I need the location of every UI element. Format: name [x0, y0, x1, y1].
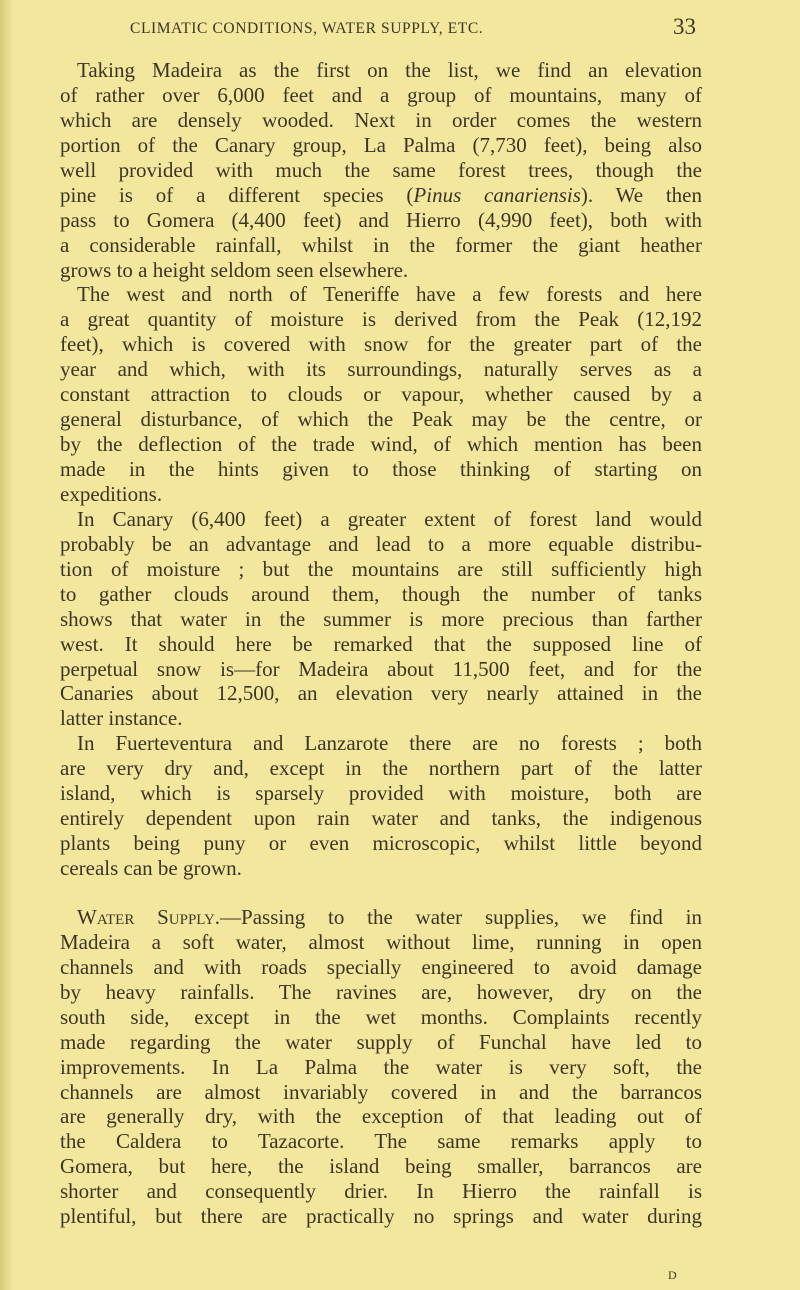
page-header	[0, 14, 800, 44]
paragraph	[60, 58, 702, 282]
paragraph	[60, 282, 702, 506]
text-line: feet), which is covered with snow for the greater part of the	[60, 332, 702, 357]
text-line: cereals can be grown.	[60, 856, 242, 880]
text-line: channels and with roads specially engineered to avoid damage	[60, 954, 702, 979]
text-run: ). We then	[580, 182, 702, 207]
paragraph	[60, 905, 702, 1229]
paragraph-gap	[60, 881, 702, 905]
paragraph	[60, 731, 702, 881]
text-line: perpetual snow is—for Madeira about 11,500 feet, and for the	[60, 656, 702, 681]
text-line: Gomera, but here, the island being smaller, barrancos are	[60, 1154, 702, 1179]
text-line: entirely dependent upon rain water and tanks, the indigenous	[60, 806, 702, 831]
text-run: pine is of a different species (	[60, 182, 414, 207]
text-line: general disturbance, of which the Peak may be the centre, or	[60, 407, 702, 432]
page-gutter-shadow	[0, 0, 14, 1290]
text-line: a great quantity of moisture is derived from the Peak (12,192	[60, 307, 702, 332]
text-line: shows that water in the summer is more precious than farther	[60, 606, 702, 631]
text-line: a considerable rainfall, whilst in the former the giant heather	[60, 232, 702, 257]
text-line: are generally dry, with the exception of that leading out of	[60, 1104, 702, 1129]
text-line: latter instance.	[60, 706, 183, 731]
text-line: Madeira a soft water, almost without lime, running in open	[60, 929, 702, 954]
text-line: are very dry and, except in the northern part of the latter	[60, 756, 702, 781]
running-head: CLIMATIC CONDITIONS, WATER SUPPLY, ETC.	[130, 20, 484, 37]
text-line: Taking Madeira as the first on the list, we find an elevation	[77, 58, 702, 82]
text-line: by heavy rainfalls. The ravines are, however, dry on the	[60, 979, 702, 1004]
text-line: of rather over 6,000 feet and a group of mountains, many of	[60, 82, 702, 107]
text-line: island, which is sparsely provided with moisture, both are	[60, 781, 702, 806]
paragraph	[60, 507, 702, 731]
text-line: south side, except in the wet months. Complaints recently	[60, 1004, 702, 1029]
text-line: by the deflection of the trade wind, of which mention has been	[60, 432, 702, 457]
text-line: probably be an advantage and lead to a more equable distribu-	[60, 531, 702, 556]
text-line: made in the hints given to those thinking of starting on	[60, 457, 702, 481]
text-line: channels are almost invariably covered in and the barrancos	[60, 1079, 702, 1104]
text-line: Canaries about 12,500, an elevation very nearly attained in the	[60, 681, 702, 706]
section-heading: Water Supply.	[77, 904, 221, 929]
text-line: well provided with much the same forest trees, though the	[60, 157, 702, 182]
text-line: improvements. In La Palma the water is very soft, the	[60, 1054, 702, 1079]
text-line: to gather clouds around them, though the number of tanks	[60, 581, 702, 606]
text-line: The west and north of Teneriffe have a few forests and here	[77, 282, 702, 307]
text-line: shorter and consequently drier. In Hierro the rainfall is	[60, 1179, 702, 1204]
text-line: portion of the Canary group, La Palma (7,730 feet), being also	[60, 132, 702, 157]
text-line: expeditions.	[60, 481, 163, 506]
text-line	[60, 905, 702, 930]
text-line	[60, 183, 702, 208]
signature-mark: D	[668, 1268, 677, 1282]
text-line: year and which, with its surroundings, naturally serves as a	[60, 357, 702, 382]
text-line: west. It should here be remarked that the supposed line of	[60, 631, 702, 656]
text-line: grows to a height seldom seen elsewhere.	[60, 257, 409, 282]
text-line: made regarding the water supply of Funchal have led to	[60, 1029, 702, 1054]
text-line: constant attraction to clouds or vapour, whether caused by a	[60, 382, 702, 407]
body-text	[60, 58, 702, 1229]
text-run: —Passing to the water supplies, we find in	[220, 904, 702, 929]
text-line: the Caldera to Tazacorte. The same remarks apply to	[60, 1129, 702, 1154]
text-line: pass to Gomera (4,400 feet) and Hierro (4,990 feet), both with	[60, 207, 702, 232]
page-number: 33	[673, 14, 696, 39]
species-name: Pinus canariensis	[413, 182, 581, 207]
text-line: plentiful, but there are practically no springs and water during	[60, 1204, 702, 1229]
text-line: In Fuerteventura and Lanzarote there are no forests ; both	[77, 731, 702, 756]
text-line: tion of moisture ; but the mountains are still sufficiently high	[60, 556, 702, 581]
text-line: plants being puny or even microscopic, whilst little beyond	[60, 831, 702, 856]
text-line: In Canary (6,400 feet) a greater extent of forest land would	[77, 506, 702, 531]
text-line: which are densely wooded. Next in order comes the western	[60, 107, 702, 132]
